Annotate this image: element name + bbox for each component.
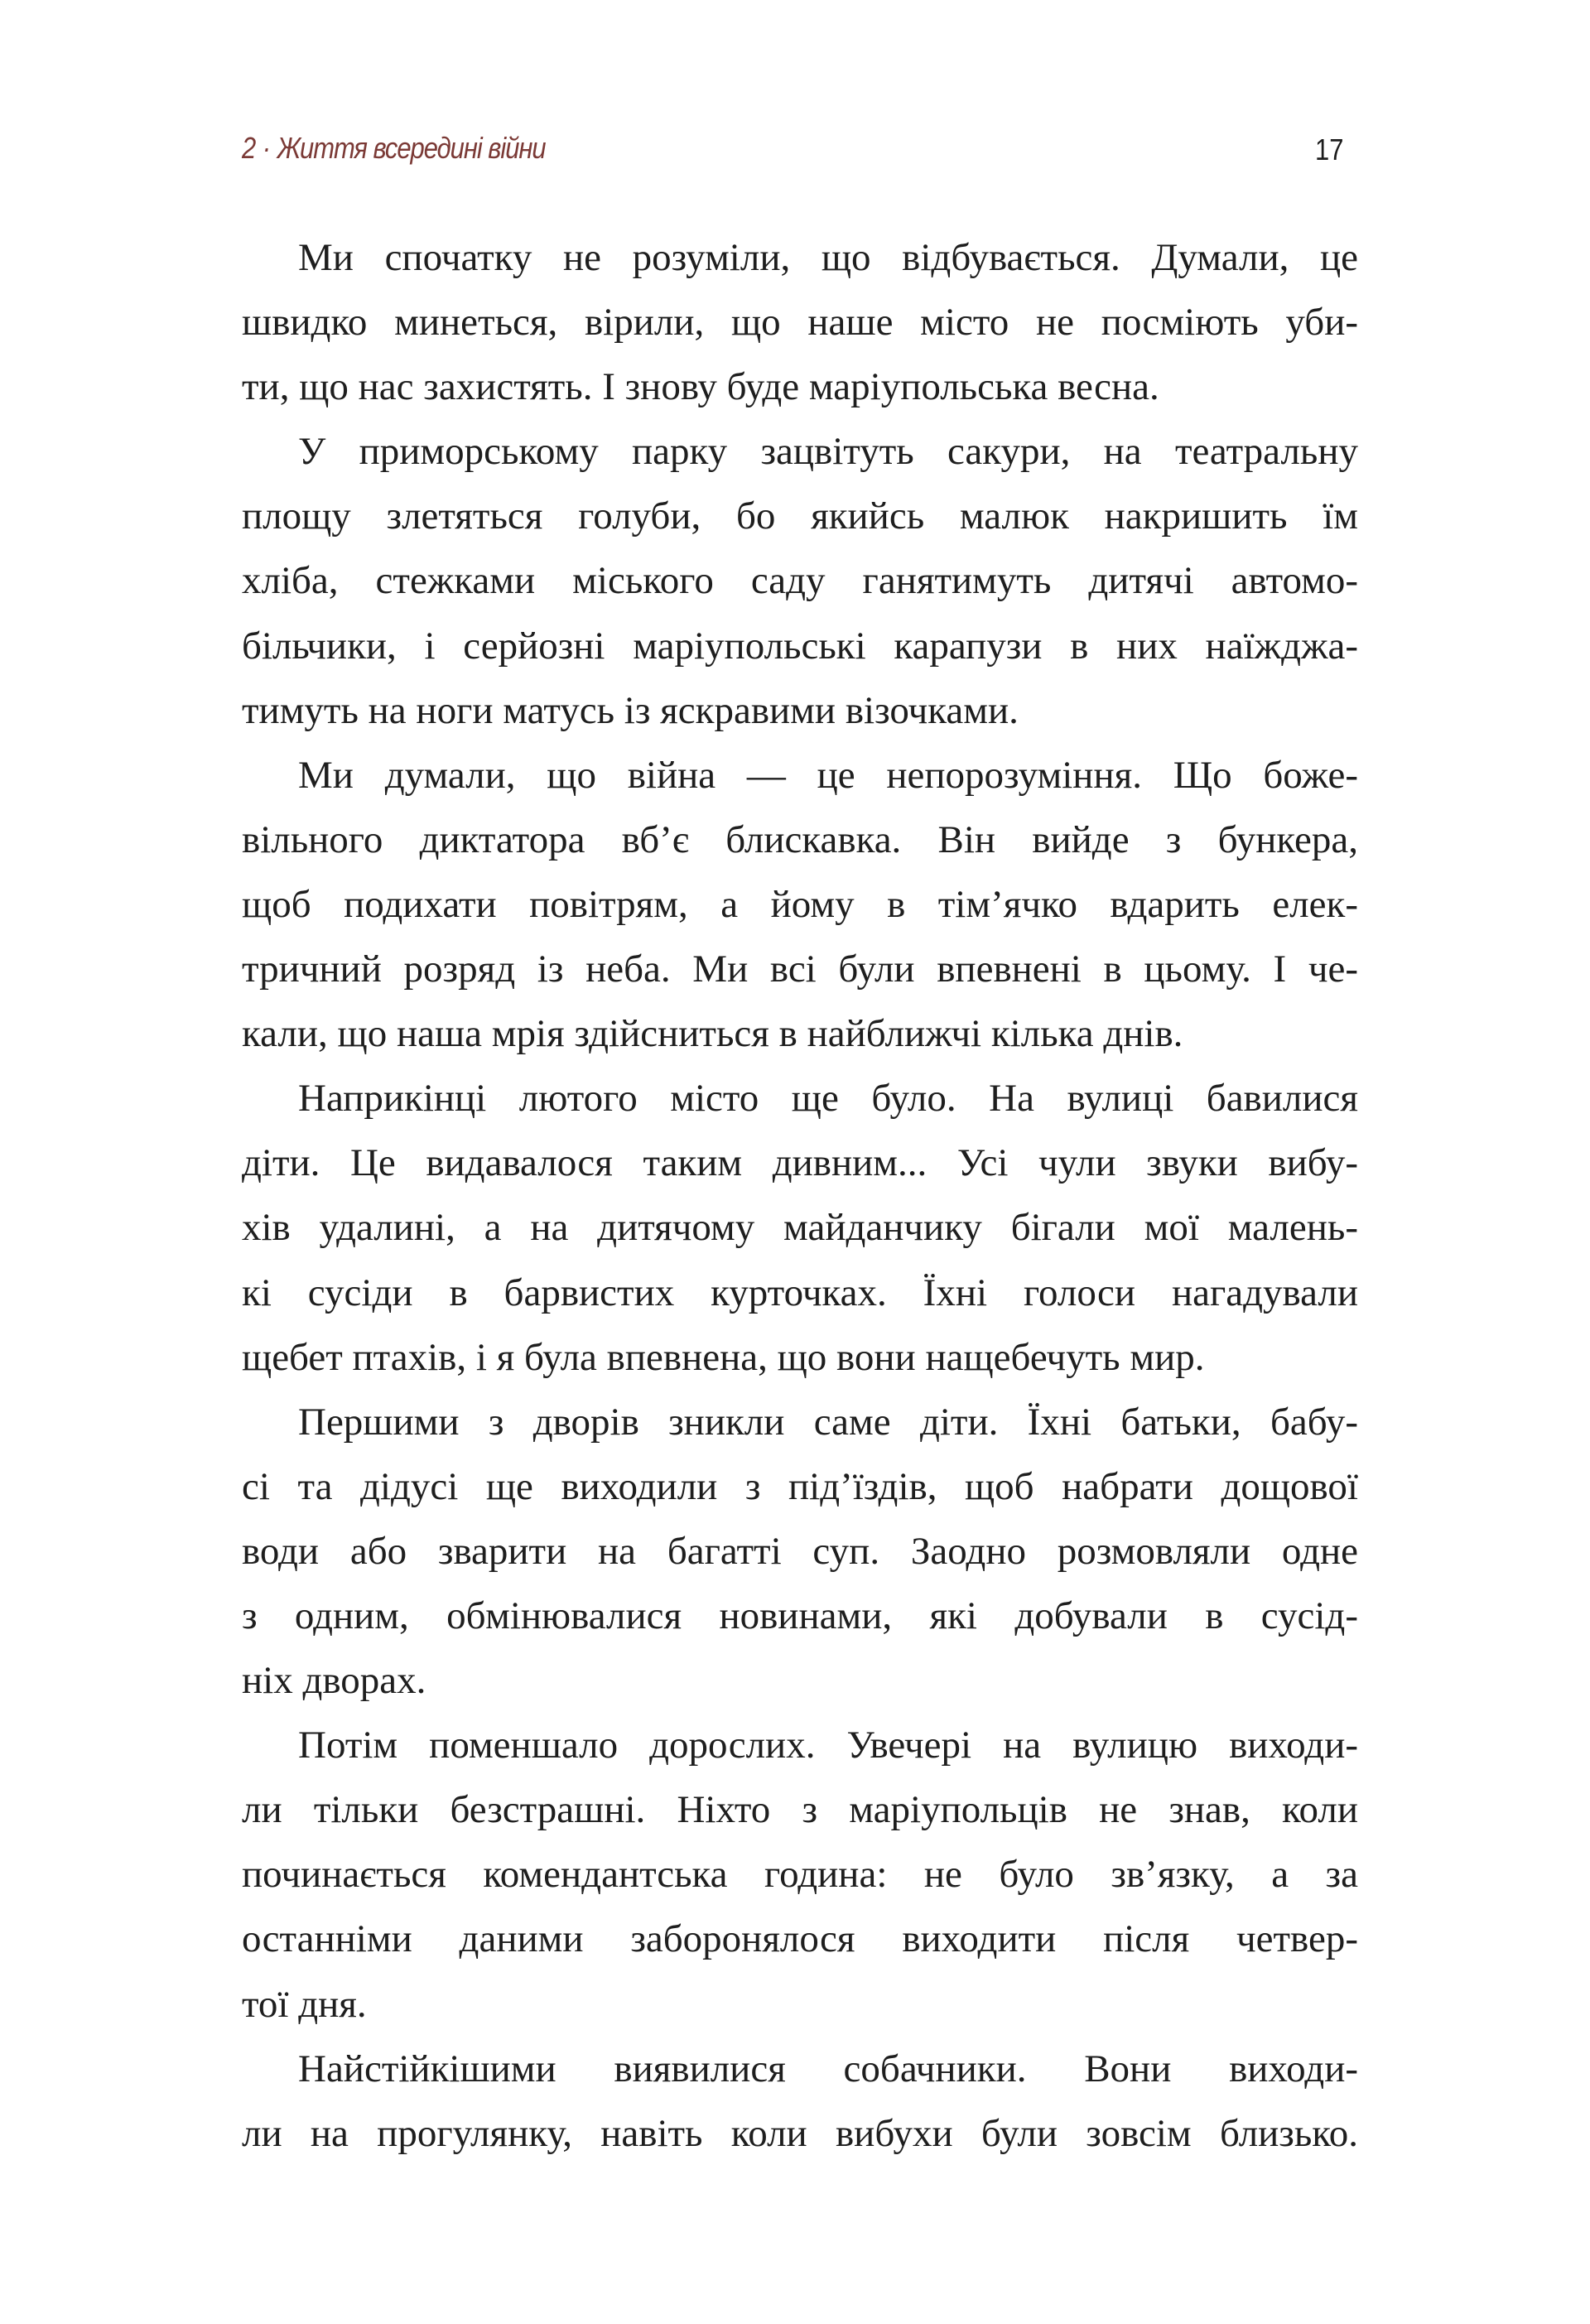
chapter-number: 2 — [242, 131, 256, 165]
text-line: Ми спочатку не розуміли, що відбувається. Думали, це — [298, 236, 1358, 279]
paragraph-4 — [242, 1066, 1358, 1389]
text-line: більчики, і серйозні маріупольські карапузи в них наїжджа- — [242, 624, 1358, 668]
text-line: води або зварити на багатті суп. Заодно розмовляли одне — [242, 1529, 1358, 1573]
paragraph-2 — [242, 419, 1358, 742]
body-text — [242, 225, 1358, 2166]
separator-dot: · — [262, 131, 271, 165]
text-line: тої дня. — [242, 1982, 367, 2026]
text-line: останніми даними заборонялося виходити після четвер- — [242, 1917, 1358, 1961]
text-line: площу злетяться голуби, бо якийсь малюк накришить їм — [242, 494, 1358, 538]
text-line: Потім поменшало дорослих. Увечері на вулицю виходи- — [298, 1724, 1358, 1767]
text-line: ли тільки безстрашні. Ніхто з маріупольців не знав, коли — [242, 1788, 1358, 1832]
text-line: Ми думали, що війна — це непорозуміння. Що боже- — [298, 753, 1358, 797]
text-line: У приморському парку зацвітуть сакури, на театральну — [298, 430, 1358, 474]
text-line: Найстійкішими виявилися собачники. Вони виходи- — [298, 2047, 1358, 2090]
text-line: вільного диктатора вб’є блискавка. Він вийде з бункера, — [242, 817, 1358, 861]
paragraph-7 — [242, 2037, 1358, 2166]
text-line: тричний розряд із неба. Ми всі були впевнені в цьому. І че- — [242, 947, 1358, 991]
text-line: тимуть на ноги матусь із яскравими візочками. — [242, 688, 1019, 732]
text-line: діти. Це видавалося таким дивним... Усі чули звуки вибу- — [242, 1141, 1358, 1185]
text-line: кали, що наша мрія здійсниться в найближчі кілька днів. — [242, 1012, 1183, 1056]
text-line: Першими з дворів зникли саме діти. Їхні батьки, бабу- — [298, 1400, 1358, 1444]
paragraph-3 — [242, 743, 1358, 1066]
chapter-title: Життя всередині війни — [277, 131, 546, 165]
paragraph-6 — [242, 1713, 1358, 2036]
text-line: Наприкінці лютого місто ще було. На вулиці бавилися — [298, 1077, 1358, 1121]
text-line: кі сусіди в барвистих курточках. Їхні голоси нагадували — [242, 1270, 1358, 1314]
text-line: ти, що нас захистять. І знову буде маріупольська весна. — [242, 365, 1159, 409]
text-line: ніх дворах. — [242, 1659, 426, 1703]
text-line: щебет птахів, і я була впевнена, що вони нащебечуть мир. — [242, 1335, 1205, 1379]
text-line: швидко минеться, вірили, що наше місто не посміють уби- — [242, 301, 1358, 345]
text-line: хліба, стежками міського саду ганятимуть дитячі автомо- — [242, 559, 1358, 603]
text-line: ли на прогулянку, навіть коли вибухи були зовсім близько. — [242, 2111, 1358, 2155]
text-line: сі та дідусі ще виходили з під’їздів, щоб набрати дощової — [242, 1464, 1358, 1508]
running-head — [242, 131, 546, 166]
paragraph-1 — [242, 225, 1358, 419]
text-line: починається комендантська година: не було зв’язку, а за — [242, 1853, 1358, 1897]
text-line: щоб подихати повітрям, а йому в тім’ячко вдарить елек- — [242, 882, 1358, 926]
page-number: 17 — [1315, 133, 1344, 166]
paragraph-5 — [242, 1390, 1358, 1713]
text-line: з одним, обмінювалися новинами, які добували в сусід- — [242, 1594, 1358, 1637]
text-line: хів удалині, а на дитячому майданчику бігали мої малень- — [242, 1206, 1358, 1250]
